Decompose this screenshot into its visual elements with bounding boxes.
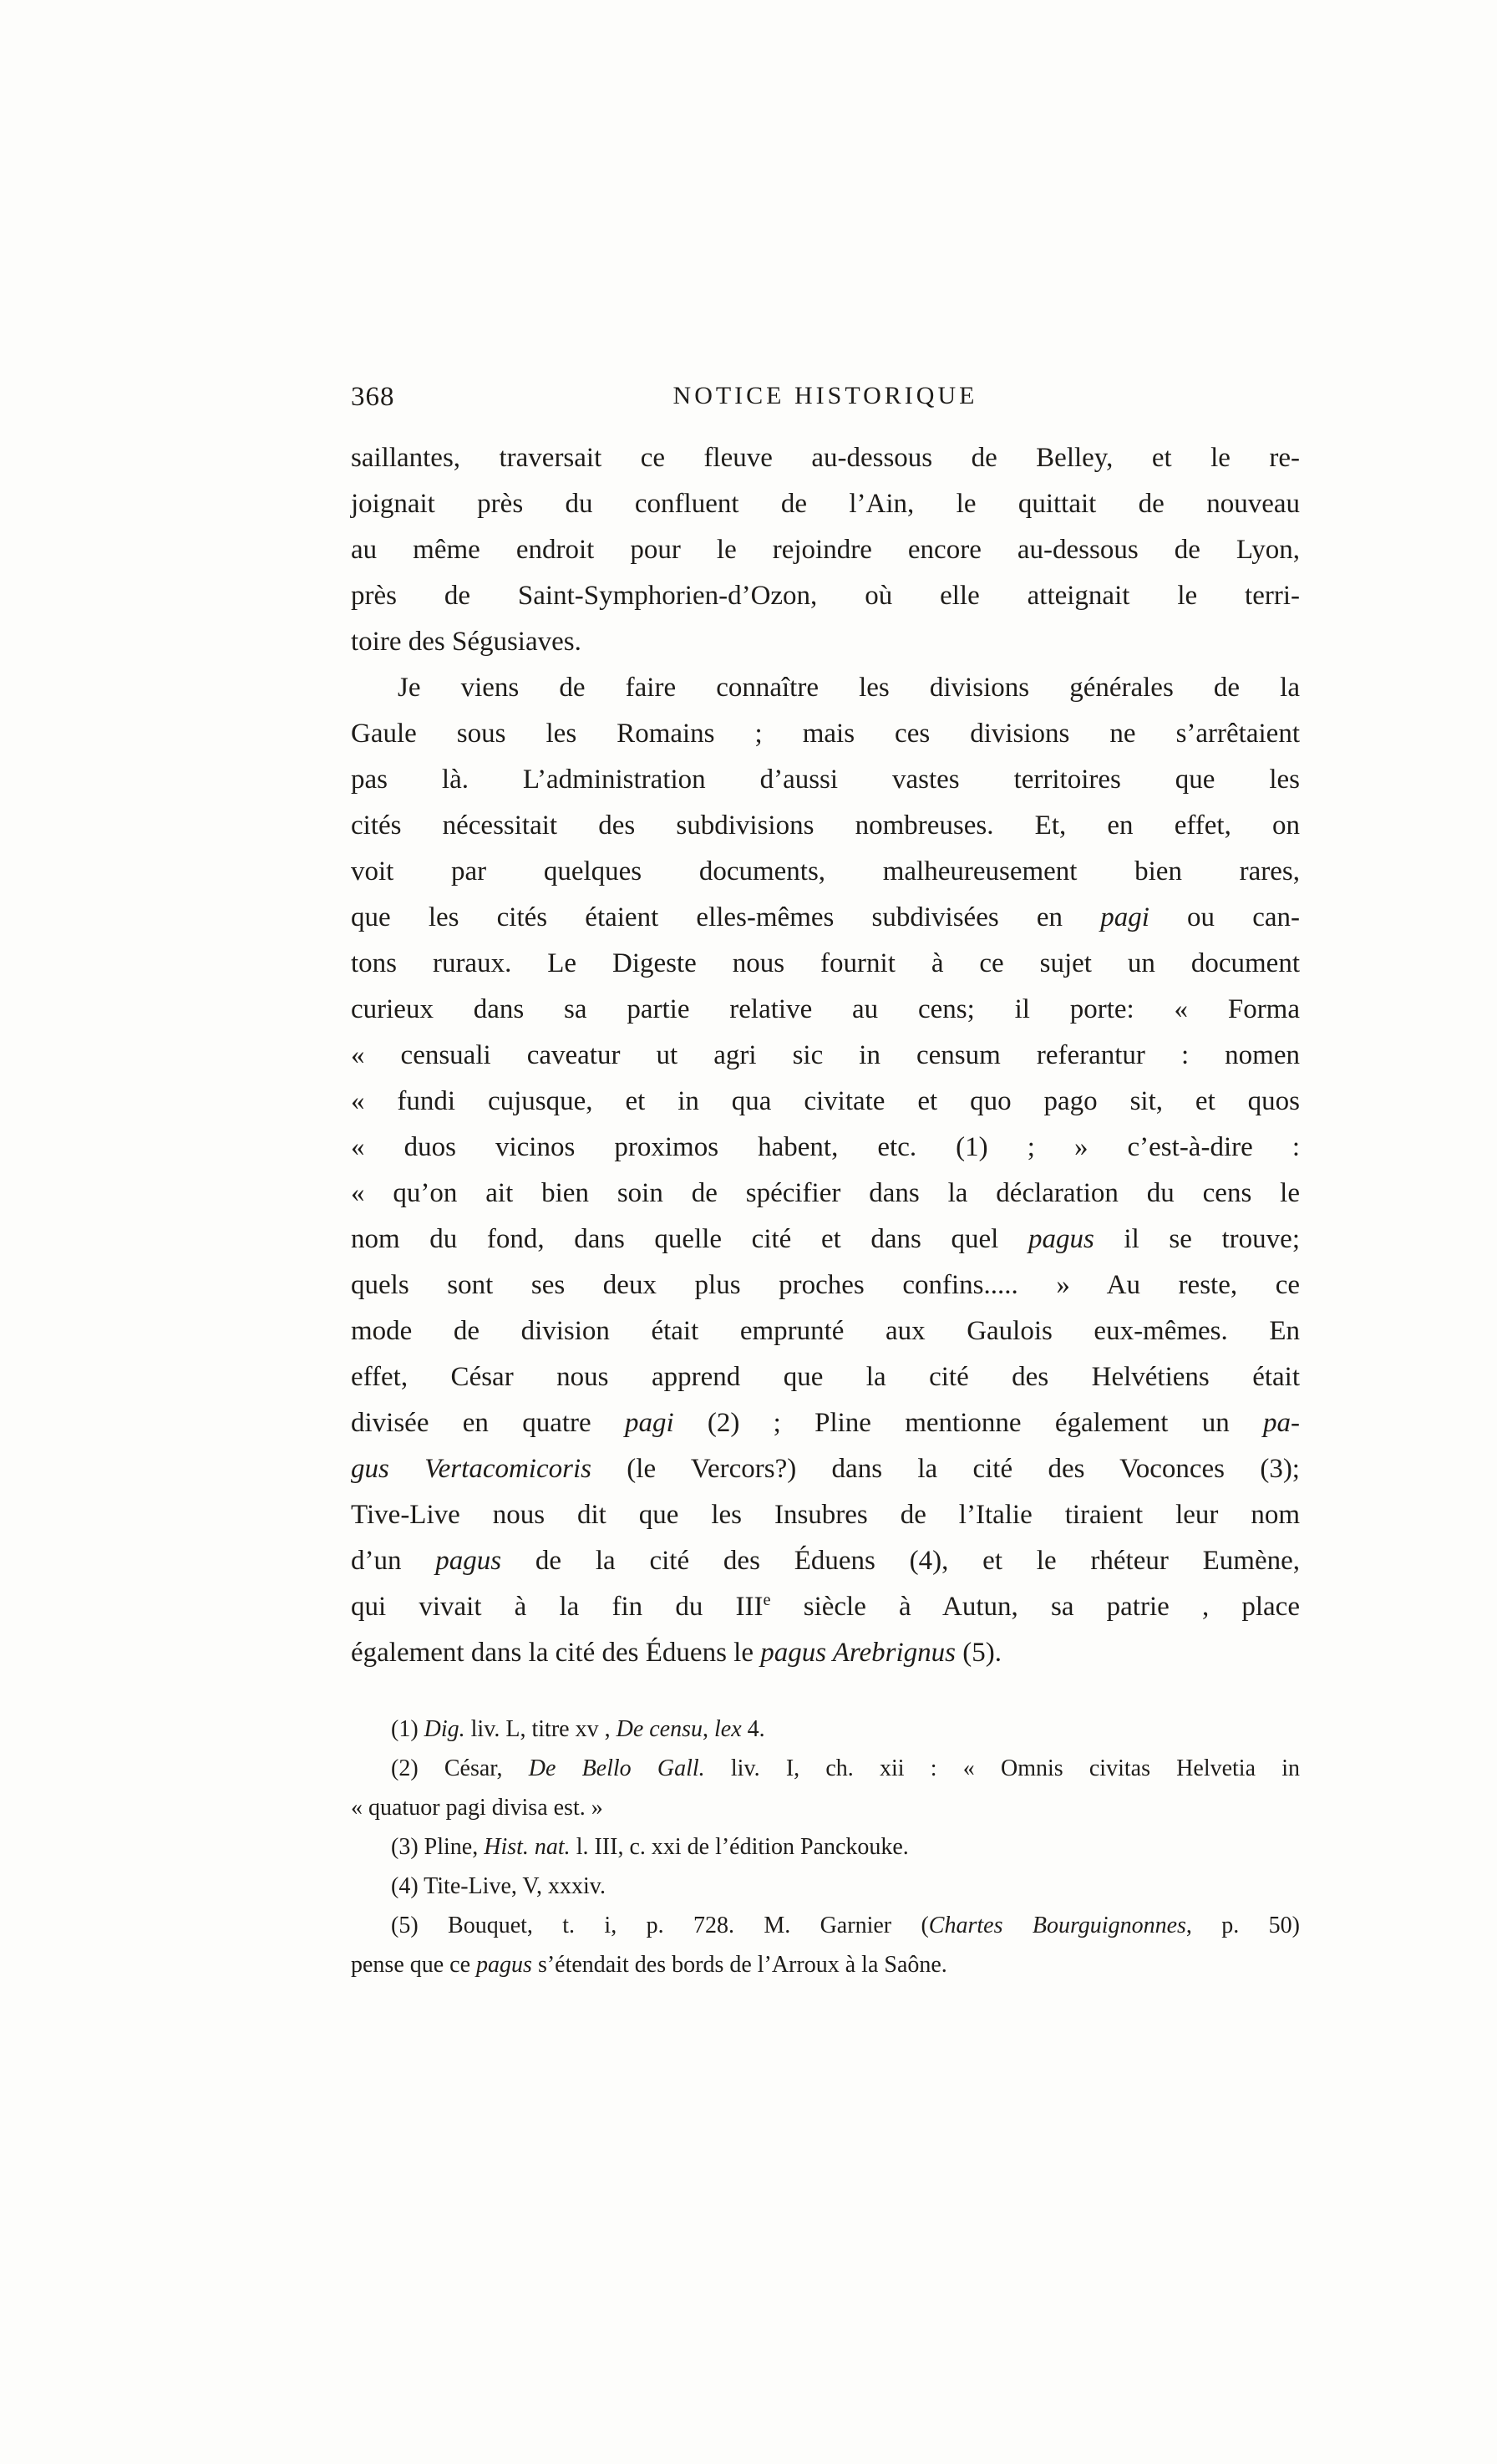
italic-text: pagus bbox=[435, 1546, 502, 1576]
footnote-paragraph bbox=[351, 1827, 1300, 1867]
text-segment: (3) Pline, bbox=[391, 1834, 485, 1860]
text-line bbox=[351, 665, 1300, 711]
text-line bbox=[351, 803, 1300, 849]
footnotes bbox=[351, 1710, 1300, 1984]
text-segment: quels sont ses deux plus proches confins..... » Au reste, ce bbox=[351, 1270, 1300, 1300]
footnote-paragraph bbox=[351, 1749, 1300, 1827]
text-segment: « fundi cujusque, et in qua civitate et quo pago sit, et quos bbox=[351, 1086, 1300, 1116]
text-column bbox=[351, 380, 1300, 1984]
footnote-paragraph bbox=[351, 1710, 1300, 1749]
text-segment: (5). bbox=[956, 1638, 1002, 1668]
paragraph bbox=[351, 665, 1300, 1676]
text-segment: , bbox=[703, 1716, 714, 1742]
text-line bbox=[351, 1033, 1300, 1079]
text-segment: (4) Tite-Live, V, xxxiv. bbox=[391, 1873, 606, 1899]
text-segment: divisée en quatre bbox=[351, 1408, 625, 1438]
text-segment: de la cité des Éduens (4), et le rhéteur Eumène, bbox=[501, 1546, 1300, 1576]
text-line bbox=[351, 1446, 1300, 1492]
italic-text: Dig. bbox=[424, 1716, 465, 1742]
text-segment: mode de division était emprunté aux Gaulois eux-mêmes. En bbox=[351, 1316, 1300, 1346]
text-segment: Gaule sous les Romains ; mais ces divisions ne s’arrêtaient bbox=[351, 719, 1300, 749]
text-line bbox=[351, 849, 1300, 895]
footnote-line bbox=[351, 1749, 1300, 1788]
text-segment: « quatuor pagi divisa est. » bbox=[351, 1795, 603, 1821]
footnote-line bbox=[351, 1867, 1300, 1906]
italic-text: pagus bbox=[476, 1952, 532, 1978]
text-segment: (le Vercors?) dans la cité des Voconces (3); bbox=[591, 1454, 1300, 1484]
text-line bbox=[351, 987, 1300, 1033]
text-line bbox=[351, 1584, 1300, 1630]
text-line bbox=[351, 1079, 1300, 1125]
text-segment: « duos vicinos proximos habent, etc. (1) ; » c’est-à-dire : bbox=[351, 1132, 1300, 1162]
text-segment: Tive-Live nous dit que les Insubres de l’Italie tiraient leur nom bbox=[351, 1500, 1300, 1530]
text-segment: voit par quelques documents, malheureusement bien rares, bbox=[351, 856, 1300, 887]
text-segment: que les cités étaient elles-mêmes subdivisées en bbox=[351, 902, 1101, 932]
text-segment: cités nécessitait des subdivisions nombreuses. Et, en effet, on bbox=[351, 810, 1300, 841]
text-line bbox=[351, 757, 1300, 803]
text-segment: « qu’on ait bien soin de spécifier dans la déclaration du cens le bbox=[351, 1178, 1300, 1208]
text-segment: (2) ; Pline mentionne également un bbox=[673, 1408, 1263, 1438]
text-line bbox=[351, 619, 1300, 665]
text-line bbox=[351, 941, 1300, 987]
page-number: 368 bbox=[351, 382, 395, 412]
italic-text: lex bbox=[714, 1716, 742, 1742]
italic-text: Hist. nat. bbox=[484, 1834, 571, 1860]
text-segment: (1) bbox=[391, 1716, 424, 1742]
footnote-line bbox=[351, 1906, 1300, 1945]
footnote-paragraph bbox=[351, 1867, 1300, 1906]
text-segment: nom du fond, dans quelle cité et dans quel bbox=[351, 1224, 1028, 1254]
text-line bbox=[351, 573, 1300, 619]
superscript-text: e bbox=[763, 1591, 771, 1609]
text-segment: 4. bbox=[741, 1716, 765, 1742]
italic-text: pagus Arebrignus bbox=[760, 1638, 957, 1668]
italic-text: pagi bbox=[624, 1408, 674, 1438]
text-line bbox=[351, 1354, 1300, 1400]
text-segment: (2) César, bbox=[391, 1755, 529, 1781]
text-segment: pense que ce bbox=[351, 1952, 477, 1978]
footnote-line bbox=[351, 1710, 1300, 1749]
italic-text: gus Vertacomicoris bbox=[351, 1454, 591, 1484]
text-line bbox=[351, 1492, 1300, 1538]
italic-text: pa- bbox=[1263, 1408, 1300, 1438]
text-line bbox=[351, 711, 1300, 757]
text-segment: qui vivait à la fin du III bbox=[351, 1592, 764, 1622]
text-segment: tons ruraux. Le Digeste nous fournit à ce sujet un document bbox=[351, 948, 1300, 978]
italic-text: pagi bbox=[1100, 902, 1149, 932]
page-header bbox=[351, 380, 1300, 419]
footnote-paragraph bbox=[351, 1906, 1300, 1984]
text-line bbox=[351, 1308, 1300, 1354]
text-segment: joignait près du confluent de l’Ain, le quittait de nouveau bbox=[351, 489, 1300, 519]
text-segment: saillantes, traversait ce fleuve au-dessous de Belley, et le re- bbox=[351, 443, 1300, 473]
text-segment: ou can- bbox=[1149, 902, 1300, 932]
text-segment: (5) Bouquet, t. i, p. 728. M. Garnier ( bbox=[391, 1913, 929, 1938]
italic-text: Chartes Bourguignonnes bbox=[928, 1913, 1186, 1938]
italic-text: De censu bbox=[616, 1716, 703, 1742]
body-text bbox=[351, 435, 1300, 1676]
footnote-line bbox=[351, 1788, 1300, 1827]
text-segment: « censuali caveatur ut agri sic in censum referantur : nomen bbox=[351, 1040, 1300, 1070]
text-segment: , p. 50) bbox=[1185, 1913, 1300, 1938]
text-line bbox=[351, 1400, 1300, 1446]
running-title: NOTICE HISTORIQUE bbox=[672, 382, 978, 409]
text-line bbox=[351, 895, 1300, 941]
text-segment: liv. L, titre xv , bbox=[464, 1716, 617, 1742]
text-segment: au même endroit pour le rejoindre encore au-dessous de Lyon, bbox=[351, 535, 1300, 565]
text-segment: siècle à Autun, sa patrie , place bbox=[770, 1592, 1300, 1622]
text-segment: toire des Ségusiaves. bbox=[351, 627, 581, 657]
text-segment: il se trouve; bbox=[1094, 1224, 1300, 1254]
text-segment: également dans la cité des Éduens le bbox=[351, 1638, 761, 1668]
text-line bbox=[351, 1262, 1300, 1308]
text-line bbox=[351, 435, 1300, 481]
text-line bbox=[351, 1171, 1300, 1217]
text-segment: curieux dans sa partie relative au cens; il porte: « Forma bbox=[351, 994, 1300, 1024]
text-segment: l. III, c. xxi de l’édition Panckouke. bbox=[570, 1834, 909, 1860]
paragraph bbox=[351, 435, 1300, 665]
text-segment: s’étendait des bords de l’Arroux à la Saône. bbox=[531, 1952, 947, 1978]
text-line bbox=[351, 481, 1300, 527]
text-segment: Je viens de faire connaître les divisions générales de la bbox=[398, 673, 1300, 703]
text-line bbox=[351, 1125, 1300, 1171]
text-line bbox=[351, 527, 1300, 573]
text-segment: liv. I, ch. xii : « Omnis civitas Helvetia in bbox=[704, 1755, 1301, 1781]
italic-text: pagus bbox=[1028, 1224, 1094, 1254]
footnote-line bbox=[351, 1827, 1300, 1867]
text-segment: près de Saint-Symphorien-d’Ozon, où elle atteignait le terri- bbox=[351, 581, 1300, 611]
footnote-line bbox=[351, 1945, 1300, 1984]
text-line bbox=[351, 1217, 1300, 1262]
text-segment: effet, César nous apprend que la cité des Helvétiens était bbox=[351, 1362, 1300, 1392]
text-segment: pas là. L’administration d’aussi vastes territoires que les bbox=[351, 765, 1300, 795]
text-line bbox=[351, 1630, 1300, 1676]
italic-text: De Bello Gall. bbox=[528, 1755, 705, 1781]
text-line bbox=[351, 1538, 1300, 1584]
text-segment: d’un bbox=[351, 1546, 436, 1576]
